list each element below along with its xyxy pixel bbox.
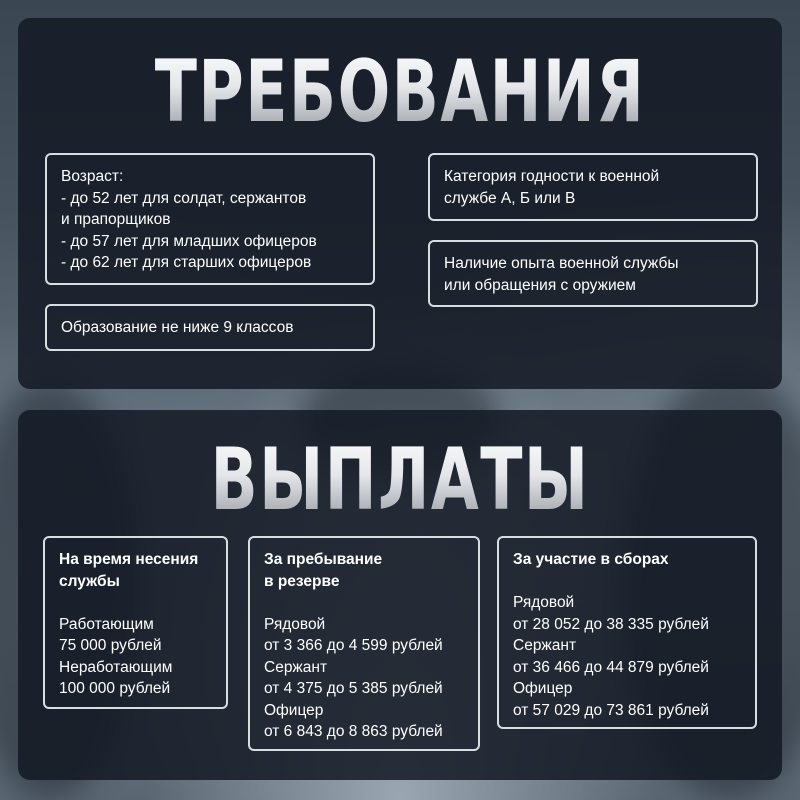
age-line: - до 57 лет для младших офицеров [61, 232, 317, 250]
service-line: 100 000 рублей [59, 680, 171, 697]
service-line: Неработающим [59, 658, 173, 676]
requirements-title: ТРЕБОВАНИЯ [125, 42, 675, 142]
training-line: от 57 029 до 73 861 рублей [513, 701, 709, 719]
age-line: и прапорщиков [61, 211, 171, 228]
service-line: Работающим [59, 615, 154, 633]
training-heading: За участие в сборах [513, 551, 669, 568]
training-line: Рядовой [513, 594, 575, 611]
training-line: от 28 052 до 38 335 рублей [513, 615, 709, 633]
reserve-line: от 6 843 до 8 863 рублей [264, 723, 443, 740]
reserve-line: от 3 366 до 4 599 рублей [264, 637, 443, 654]
age-line: - до 52 лет для солдат, сержантов [61, 189, 307, 207]
age-line: - до 62 лет для старших офицеров [61, 254, 312, 271]
payments-panel [18, 410, 782, 780]
training-payment-box [497, 536, 757, 729]
experience-line: Наличие опыта военной службы [444, 255, 679, 272]
training-line: Офицер [513, 680, 573, 697]
reserve-line: Офицер [264, 701, 324, 719]
training-line: Сержант [513, 637, 577, 654]
education-requirement-box [45, 304, 375, 351]
service-heading: службы [59, 572, 120, 590]
reserve-heading: в резерве [264, 572, 340, 590]
reserve-heading: За пребывание [264, 551, 383, 568]
service-payment-box [43, 536, 228, 709]
experience-line: или обращения с оружием [444, 276, 636, 294]
reserve-line: Рядовой [264, 615, 326, 633]
fitness-line: службе А, Б или В [444, 189, 576, 207]
requirements-panel [18, 18, 782, 389]
reserve-line: от 4 375 до 5 385 рублей [264, 680, 443, 697]
experience-requirement-box [428, 240, 758, 307]
training-line: от 36 466 до 44 879 рублей [513, 658, 709, 676]
reserve-payment-box [248, 536, 480, 751]
age-requirement-box [45, 153, 375, 285]
service-line: 75 000 рублей [59, 637, 162, 654]
service-heading: На время несения [59, 551, 199, 568]
reserve-line: Сержант [264, 658, 328, 676]
education-text: Образование не ниже 9 классов [61, 319, 294, 336]
age-line: Возраст: [61, 168, 124, 185]
fitness-line: Категория годности к военной [444, 168, 660, 185]
fitness-requirement-box [428, 153, 758, 221]
payments-title: ВЫПЛАТЫ [125, 430, 675, 530]
